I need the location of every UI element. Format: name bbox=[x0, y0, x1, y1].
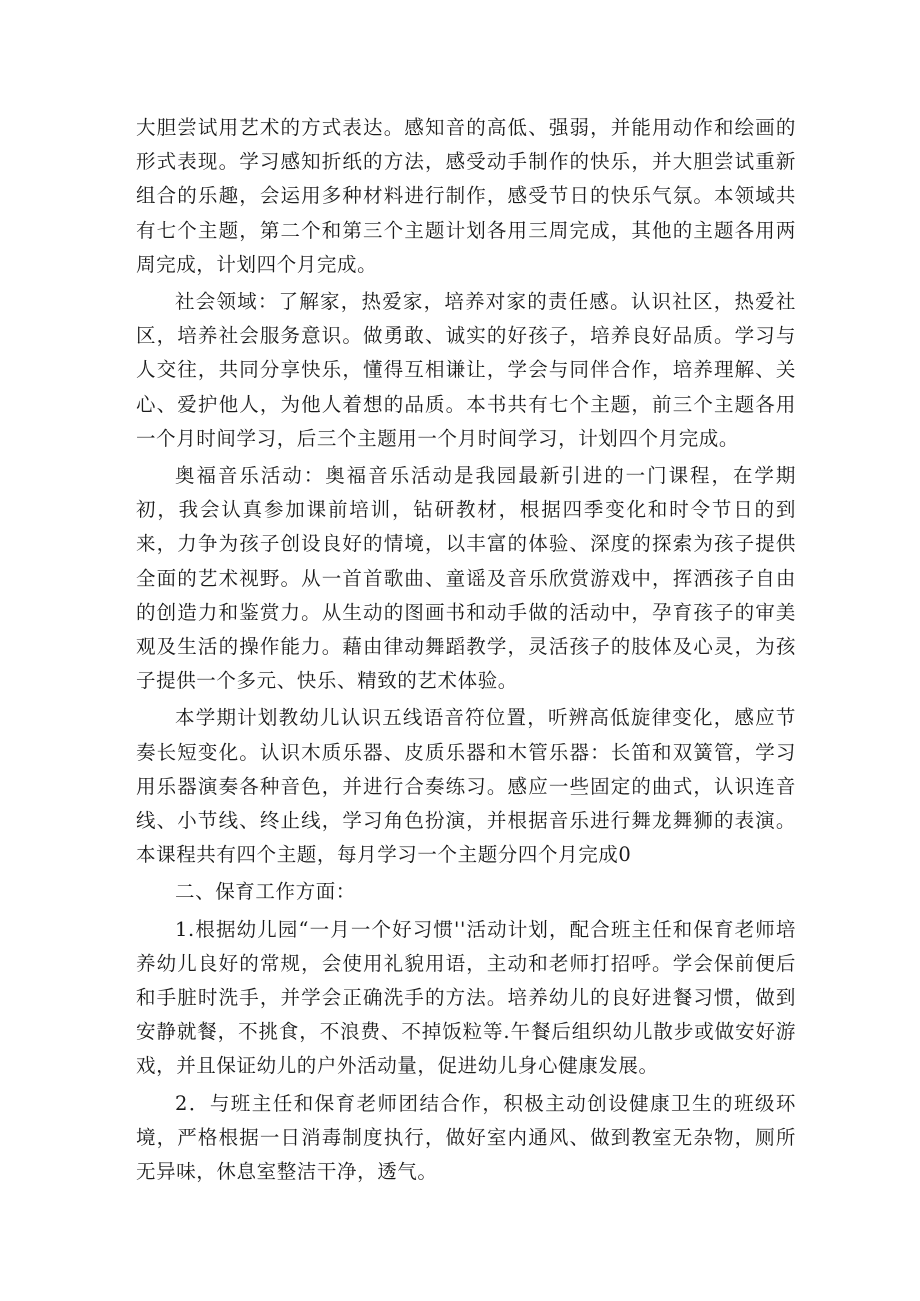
paragraph-art-continued: 大胆尝试用艺术的方式表达。感知音的高低、强弱，并能用动作和绘画的形式表现。学习感知折纸的方法，感受动手制作的快乐，并大胆尝试重新组合的乐趣，会运用多种材料进行制作，感受节日的快乐气氛。本领域共有七个主题，第二个和第三个主题计划各用三周完成，其他的主题各用两周完成，计划四个月完成。 bbox=[136, 116, 796, 276]
paragraph-care-item-1: 1.根据幼儿园“一月一个好习惯''活动计划，配合班主任和保育老师培养幼儿良好的常规，会使用礼貌用语，主动和老师打招呼。学会保前便后和手脏时洗手，并学会正确洗手的方法。培养幼儿的良好进餐习惯，做到安静就餐，不挑食，不浪费、不掉饭粒等.午餐后组织幼儿散步或做安好游戏，并且保证幼儿的户外活动量，促进幼儿身心健康发展。 bbox=[136, 917, 796, 1078]
paragraph-orff-music: 奥福音乐活动：奥福音乐活动是我园最新引进的一门课程，在学期初，我会认真参加课前培训，钻研教材，根据四季变化和时令节日的到来，力争为孩子创设良好的情境，以丰富的体验、深度的探索为孩子提供全面的艺术视野。从一首首歌曲、童谣及音乐欣赏游戏中，挥洒孩子自由的创造力和鉴赏力。从生动的图画书和动手做的活动中，孕育孩子的审美观及生活的操作能力。藉由律动舞蹈教学，灵活孩子的肢体及心灵，为孩子提供一个多元、快乐、精致的艺术体验。 bbox=[136, 464, 796, 693]
paragraph-semester-plan: 本学期计划教幼儿认识五线语音符位置，听辨高低旋律变化，感应节奏长短变化。认识木质乐器、皮质乐器和木管乐器：长笛和双簧管，学习用乐器演奏各种音色，并进行合奏练习。感应一些固定的曲式，认识连音线、小节线、终止线，学习角色扮演，并根据音乐进行舞龙舞狮的表演。本课程共有四个主题，每月学习一个主题分四个月完成0 bbox=[136, 706, 796, 867]
paragraph-care-item-2: 2．与班主任和保育老师团结合作，积极主动创设健康卫生的班级环境，严格根据一日消毒制度执行，做好室内通风、做到教室无杂物，厕所无异味，休息室整洁干净，透气。 bbox=[136, 1091, 796, 1184]
section-heading-care-work: 二、保育工作方面： bbox=[175, 880, 356, 904]
document-body bbox=[136, 111, 796, 1189]
paragraph-social-domain: 社会领域：了解家，热爱家，培养对家的责任感。认识社区，热爱社区，培养社会服务意识。做勇敢、诚实的好孩子，培养良好品质。学习与人交往，共同分享快乐，懂得互相谦让，学会与同伴合作，培养理解、关心、爱护他人，为他人着想的品质。本书共有七个主题，前三个主题各用一个月时间学习，后三个主题用一个月时间学习，计划四个月完成。 bbox=[136, 290, 796, 450]
